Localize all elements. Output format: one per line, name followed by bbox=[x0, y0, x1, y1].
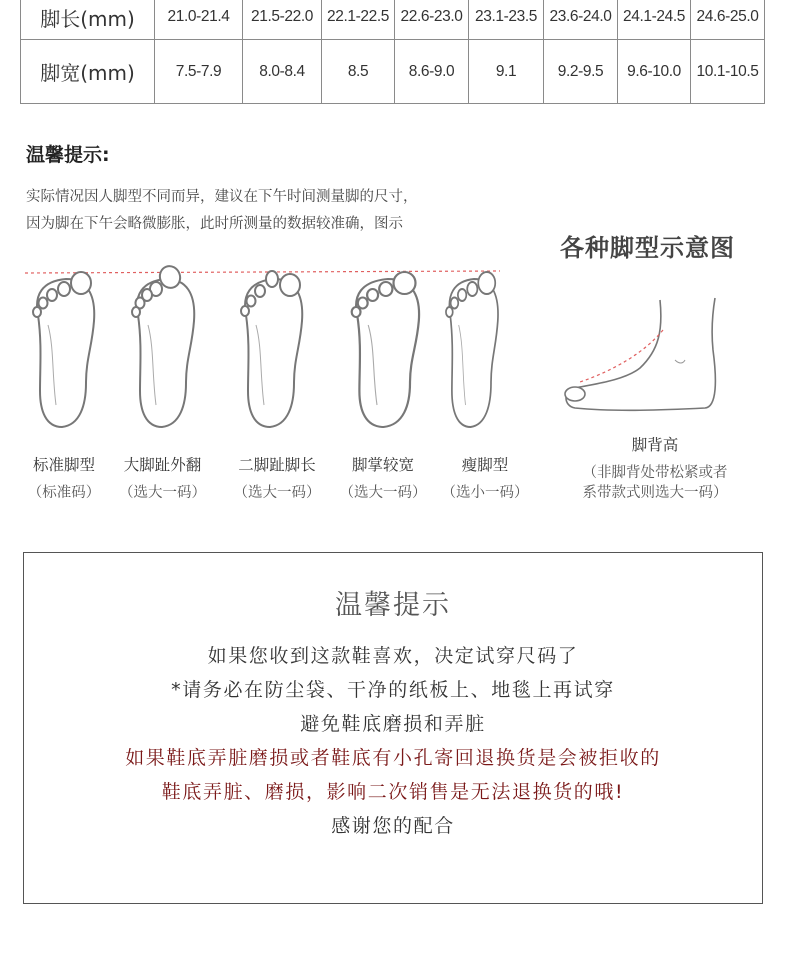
notice-line-thanks: 感谢您的配合 bbox=[331, 815, 455, 837]
size-cell: 7.5-7.9 bbox=[155, 40, 243, 104]
foot-width-header: 脚宽(mm) bbox=[21, 40, 155, 104]
foot-type-label: 脚掌较宽 bbox=[351, 456, 414, 474]
size-cell: 24.6-25.0 bbox=[691, 0, 765, 40]
size-table bbox=[20, 0, 765, 104]
instep-note-1: （非脚背处带松紧或者 bbox=[582, 465, 728, 481]
foot-bunion-icon bbox=[132, 263, 194, 427]
size-cell: 23.1-23.5 bbox=[469, 0, 544, 40]
size-cell: 22.1-22.5 bbox=[322, 0, 395, 40]
foot-second-toe-icon bbox=[241, 271, 302, 427]
foot-type-note: （选大一码） bbox=[339, 485, 427, 501]
foot-type-note: （选大一码） bbox=[233, 485, 321, 501]
size-cell: 22.6-23.0 bbox=[395, 0, 469, 40]
notice-warning-2: 鞋底弄脏、磨损，影响二次销售是无法退换货的哦! bbox=[161, 781, 625, 803]
instep-note-2: 系带款式则选大一码） bbox=[582, 485, 728, 501]
foot-types-title: 各种脚型示意图 bbox=[560, 234, 735, 262]
size-cell: 8.5 bbox=[322, 40, 395, 104]
foot-type-label: 二脚趾脚长 bbox=[238, 456, 316, 474]
foot-standard-icon bbox=[33, 272, 94, 427]
size-cell: 9.6-10.0 bbox=[618, 40, 691, 104]
notice-title: 温馨提示 bbox=[335, 590, 451, 621]
foot-length-header: 脚长(mm) bbox=[21, 0, 155, 40]
foot-type-note: （选大一码） bbox=[119, 485, 206, 501]
notice-line-1: 如果您收到这款鞋喜欢，决定试穿尺码了 bbox=[207, 645, 579, 667]
size-cell: 8.0-8.4 bbox=[243, 40, 322, 104]
tips-line-1: 实际情况因人脚型不同而异，建议在下午时间测量脚的尺寸， bbox=[26, 189, 418, 205]
tips-line-2: 因为脚在下午会略微膨胀，此时所测量的数据较准确，图示 bbox=[26, 216, 403, 232]
foot-type-note: （选小一码） bbox=[441, 485, 529, 501]
foot-type-label: 大脚趾外翻 bbox=[123, 456, 202, 474]
instep-foot-icon bbox=[555, 290, 735, 420]
foot-type-label: 标准脚型 bbox=[32, 456, 95, 474]
foot-slim-icon bbox=[446, 272, 498, 427]
size-cell: 9.1 bbox=[469, 40, 544, 104]
foot-type-label: 瘦脚型 bbox=[461, 456, 509, 474]
foot-length-row bbox=[21, 0, 765, 40]
size-cell: 10.1-10.5 bbox=[691, 40, 765, 104]
foot-width-row bbox=[21, 40, 765, 104]
size-cell: 21.0-21.4 bbox=[155, 0, 243, 40]
size-cell: 24.1-24.5 bbox=[618, 0, 691, 40]
toe-guide-line bbox=[25, 271, 500, 273]
foot-illustrations bbox=[0, 255, 540, 440]
size-cell: 23.6-24.0 bbox=[544, 0, 618, 40]
size-cell: 9.2-9.5 bbox=[544, 40, 618, 104]
notice-line-3: 避免鞋底磨损和弄脏 bbox=[300, 713, 486, 735]
notice-warning-1: 如果鞋底弄脏磨损或者鞋底有小孔寄回退换货是会被拒收的 bbox=[125, 747, 661, 769]
tips-title: 温馨提示: bbox=[26, 144, 110, 166]
foot-type-note: （标准码） bbox=[27, 485, 101, 501]
notice-box bbox=[23, 552, 763, 904]
notice-line-2: *请务必在防尘袋、干净的纸板上、地毯上再试穿 bbox=[171, 679, 615, 701]
size-cell: 21.5-22.0 bbox=[243, 0, 322, 40]
instep-label: 脚背高 bbox=[631, 436, 679, 454]
size-cell: 8.6-9.0 bbox=[395, 40, 469, 104]
foot-wide-icon bbox=[352, 272, 419, 427]
